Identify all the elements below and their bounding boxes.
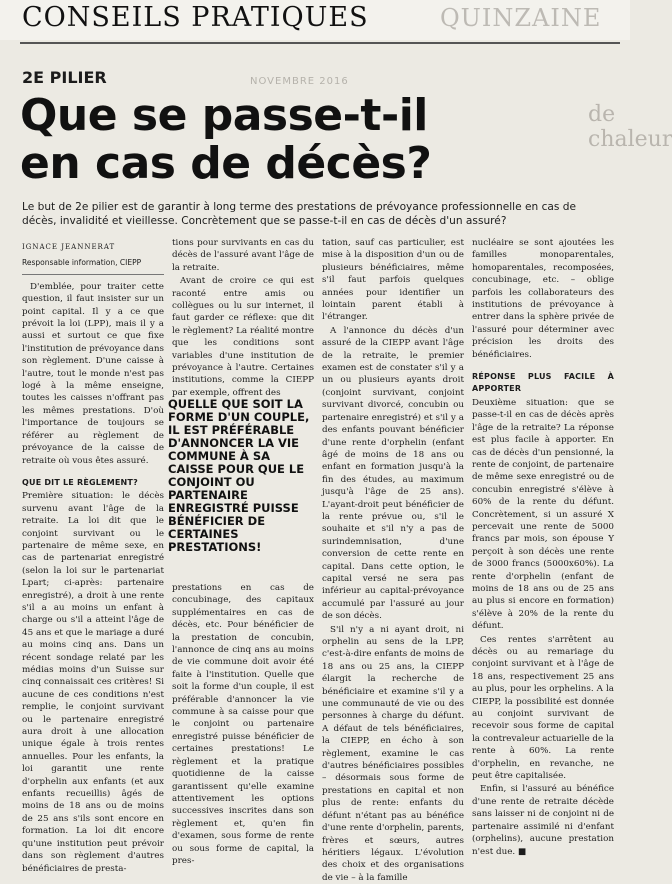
paragraph: D'emblée, pour traiter cette question, il faut insister sur un point capital. Il y a ce que prévoit la loi (LPP), mais il y a aussi et surtout ce que fixe l'institution de prévoyance dans son règlement. D'une caisse à l'autre, tout le monde n'est pas logé à la même enseigne, toutes les caisses n'offrant pas les mêmes prestations. D'où l'importance de toujours se référer au règlement de prévoyance de la caisse de retraite où vous êtes assuré. [22,281,164,466]
header-rule [20,42,620,44]
column-1 [22,237,164,874]
bleed-through-right: de chaleur [588,102,672,152]
bleed-through-date: NOVEMBRE 2016 [250,76,349,87]
paragraph: prestations en cas de concubinage, des capitaux supplémentaires en cas de décès, etc. Pour bénéficier de la prestation de concubin, l'annonce de cinq ans au moins de vie commune doit avoir été faite à l'institution. Quelle que soit la forme d'un couple, il est préférable d'annoncer la vie commune à sa caisse pour que le conjoint ou partenaire enregistré puisse bénéficier de certaines prestations! Le règlement et la pratique quotidienne de la caisse garantissent qu'elle examine attentivement les options successives inscrites dans son règlement et, qu'en fin d'examen, sous forme de rente ou sous forme de capital, la pres- [172,583,314,866]
paragraph: Deuxième situation: que se passe-t-il en cas de décès après l'âge de la retraite? La réponse est plus facile à apporter. En cas de décès d'un pensionné, la rente de conjoint, de partenaire de même sexe enregistré ou de concubin enregistré s'élève à 60% de la rente du défunt. Concrètement, si un assuré X percevait une rente de 5000 francs par mois, son épouse Y perçoit à son décès une rente de 3000 francs (5000x60%). La rente d'orphelin (enfant de moins de 18 ans ou de 25 ans au plus si encore en formation) s'élève à 20% de la rente du défunt. [472,397,614,632]
subheading: QUE DIT LE RÈGLEMENT? [22,477,138,487]
paragraph: Avant de croire ce qui est raconté entre amis ou collègues ou lu sur internet, il faut garder ce réflexe: que dit le règlement? La réalité montre que les conditions sont variables d'une institution de prévoyance à l'autre. Certaines institutions, comme la CIEPP par exemple, offrent des [172,276,314,398]
paragraph: Ces rentes s'arrêtent au décès ou au remariage du conjoint survivant et à l'âge de 18 ans, respectivement 25 ans au plus, pour les orphelins. A la CIEPP, la possibilité est donnée au conjoint survivant de recevoir sous forme de capital la contrevaleur actuarielle de la rente à 60%. La rente d'orphelin, en revanche, ne peut être capitalisée. [472,634,614,782]
paragraph: tions pour survivants en cas du décès de l'assuré avant l'âge de la retraite. [172,238,314,273]
column-4 [472,237,614,857]
paragraph [472,783,614,857]
pull-quote: QUELLE QUE SOIT LA FORME D'UN COUPLE, IL EST PRÉFÉRABLE D'ANNONCER LA VIE COMMUNE À SA CAISSE POUR QUE LE CONJOINT OU PARTENAIRE ENREGISTRÉ PUISSE BÉNÉFICIER DE CERTAINES PRESTATIONS! [168,397,310,554]
headline: Que se passe-t-il en cas de décès? [20,90,432,189]
author-name: IGNACE JEANNERAT [22,243,116,251]
paragraph: nucléaire se sont ajoutées les familles monoparentales, homoparentales, recomposées, concubinage, etc. – oblige parfois les collaborateurs des institutions de prévoyance à entrer dans la sphère privée de l'assuré pour déterminer avec précision les droits des bénéficiaires. [472,238,614,360]
paragraph: Première situation: le décès survenu avant l'âge de la retraite. La loi dit que le conjoint survivant ou le partenaire de même sexe, en cas de partenariat enregistré (selon la loi sur le partenariat Lpart; ci-après: partenaire enregistré), a droit à une rente s'il a au moins un enfant à charge ou s'il a atteint l'âge de 45 ans et que le mariage a duré au moins cinq ans. Dans un récent sondage relaté par les médias moins d'un Suisse sur cinq connaissait ces critères! Si aucune de ces conditions n'est remplie, le conjoint survivant ou le partenaire enregistré aura droit à une allocation unique égale à trois rentes annuelles. Pour les enfants, la loi garantit une rente d'orphelin aux enfants (et aux enfants recueillis) âgés de moins de 18 ans ou de moins de 25 ans s'ils sont encore en formation. La loi dit encore qu'une institution peut prévoir dans son règlement d'autres bénéficiaires de presta- [22,491,164,874]
intro-paragraph: Le but de 2e pilier est de garantir à long terme des prestations de prévoyance professionnelle en cas de décès, invalidité et vieillesse. Concrètement que se passe-t-il en cas de décès d'un assuré? [22,201,577,227]
bleed-through-text: QUINZAINE [440,4,602,32]
subheading: RÉPONSE PLUS FACILE À APPORTER [472,372,614,394]
column-2-top [172,237,314,398]
paragraph-text: Enfin, si l'assuré au bénéfice d'une rente de retraite décède sans laisser ni de conjoint ni de partenaire assimilé ni d'enfant (orphelins), aucune prestation n'est due. [472,784,614,857]
end-mark: ■ [518,846,527,857]
section-rubric: CONSEILS PRATIQUES [22,2,369,33]
paragraph: S'il n'y a ni ayant droit, ni orphelin au sens de la LPP, c'est-à-dire enfants de moins de 18 ans ou 25 ans, la CIEPP élargit la recherche de bénéficiaire et examine s'il y a une communauté de vie ou des personnes à charge du défunt. A défaut de tels bénéficiaires, la CIEPP, en écho à son règlement, examine le cas d'autres bénéficiaires possibles – désormais sous forme de prestations en capital et non plus de rente: enfants du défunt n'étant pas au bénéfice d'une rente d'orphelin, parents, frères et sœurs, autres héritiers légaux. L'évolution des choix et des organisations de vie – à la famille [322,624,464,883]
paragraph: tation, sauf cas particulier, est mise à la disposition d'un ou de plusieurs bénéficiaires, même s'il faut parfois quelques années pour identifier un lointain parent établi à l'étranger. [322,238,464,323]
column-2-bottom [172,582,314,868]
column-3 [322,237,464,883]
kicker: 2E PILIER [22,68,107,87]
paragraph: A l'annonce du décès d'un assuré de la CIEPP avant l'âge de la retraite, le premier examen est de constater s'il y a un ou plusieurs ayants droit (conjoint survivant, conjoint survivant divorcé, concubin ou partenaire enregistré) et s'il y a des enfants pouvant bénéficier d'une rente d'orphelin (enfant âgé de moins de 18 ans ou enfant en formation jusqu'à la fin des études, au maximum jusqu'à l'âge de 25 ans). L'ayant-droit peut bénéficier de la rente prévue ou, s'il le souhaite et s'il n'y a pas de surindemnisation, d'une conversion de cette rente en capital. Dans cette option, le capital versé ne sera pas inférieur au capital-prévoyance accumulé par l'assuré au jour de son décès. [322,325,464,622]
author-role: Responsable information, CIEPP [22,257,164,274]
